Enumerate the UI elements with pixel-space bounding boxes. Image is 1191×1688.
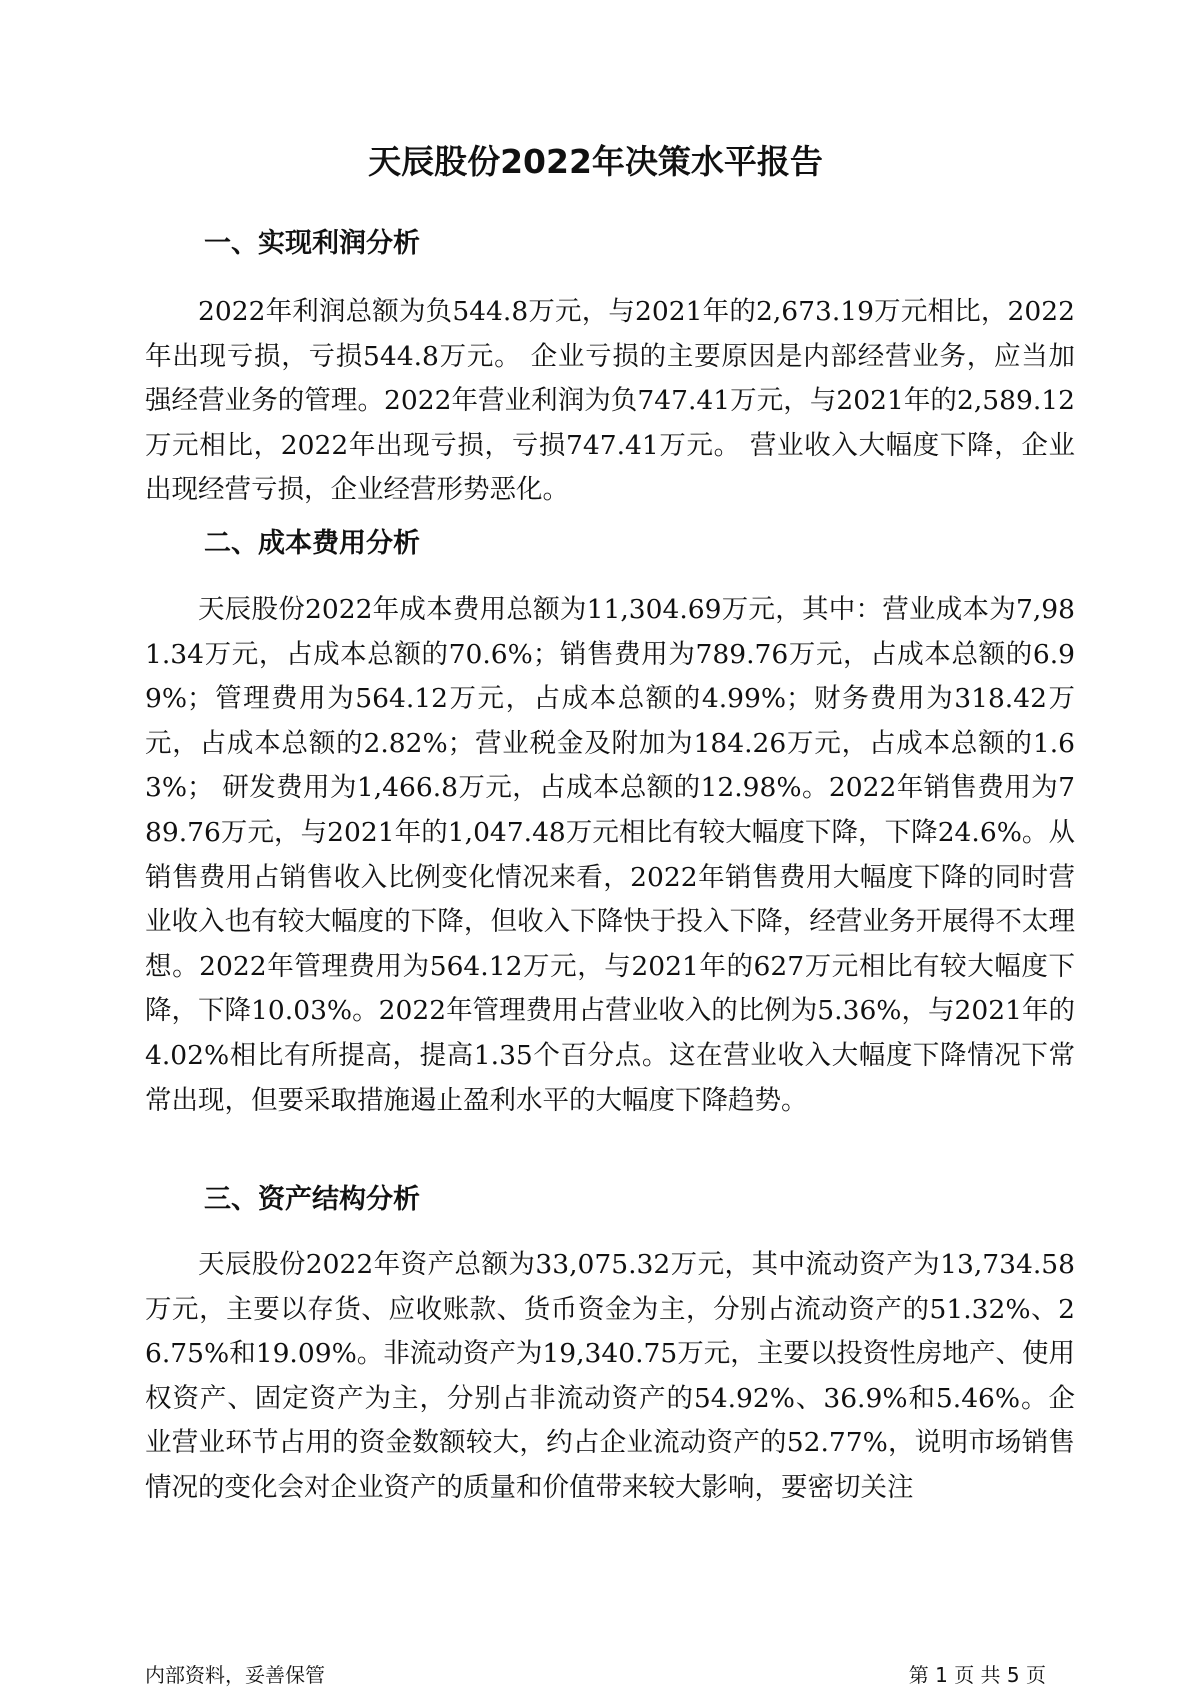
section-heading-profit: 一、实现利润分析 bbox=[204, 228, 420, 259]
document-title: 天辰股份2022年决策水平报告 bbox=[368, 142, 823, 181]
section-paragraph-assets: 天辰股份2022年资产总额为33,075.32万元，其中流动资产为13,734.58万元，主要以存货、应收账款、货币资金为主，分别占流动资产的51.32%、26.75%和19.09%。非流动资产为19,340.75万元，主要以投资性房地产、使用权资产、固定资产为主，分别占非流动资产的54.92%、36.9%和5.46%。企业营业环节占用的资金数额较大，约占企业流动资产的52.77%，说明市场销售情况的变化会对企业资产的质量和价值带来较大影响，要密切关注 bbox=[145, 1249, 1075, 1503]
footer-confidential-note: 内部资料，妥善保管 bbox=[145, 1663, 325, 1687]
section-paragraph-cost: 天辰股份2022年成本费用总额为11,304.69万元，其中：营业成本为7,981.34万元，占成本总额的70.6%；销售费用为789.76万元，占成本总额的6.99%；管理费用为564.12万元，占成本总额的4.99%；财务费用为318.42万元，占成本总额的2.82%；营业税金及附加为184.26万元，占成本总额的1.63%； 研发费用为1,466.8万元，占成本总额的12.98%。2022年销售费用为789.76万元，与2021年的1,047.48万元相比有较大幅度下降，下降24.6%。从销售费用占销售收入比例变化情况来看，2022年销售费用大幅度下降的同时营业收入也有较大幅度的下降，但收入下降快于投入下降，经营业务开展得不太理想。2022年管理费用为564.12万元，与2021年的627万元相比有较大幅度下降，下降10.03%。2022年管理费用占营业收入的比例为5.36%，与2021年的4.02%相比有所提高，提高1.35个百分点。这在营业收入大幅度下降情况下常常出现，但要采取措施遏止盈利水平的大幅度下降趋势。 bbox=[145, 594, 1075, 1116]
footer-page-number: 第 1 页 共 5 页 bbox=[908, 1663, 1046, 1687]
section-paragraph-profit: 2022年利润总额为负544.8万元，与2021年的2,673.19万元相比，2022年出现亏损，亏损544.8万元。 企业亏损的主要原因是内部经营业务，应当加强经营业务的管理。2022年营业利润为负747.41万元，与2021年的2,589.12万元相比，2022年出现亏损，亏损747.41万元。 营业收入大幅度下降，企业出现经营亏损，企业经营形势恶化。 bbox=[145, 296, 1075, 506]
section-heading-assets: 三、资产结构分析 bbox=[204, 1184, 420, 1215]
section-heading-cost: 二、成本费用分析 bbox=[204, 528, 420, 559]
